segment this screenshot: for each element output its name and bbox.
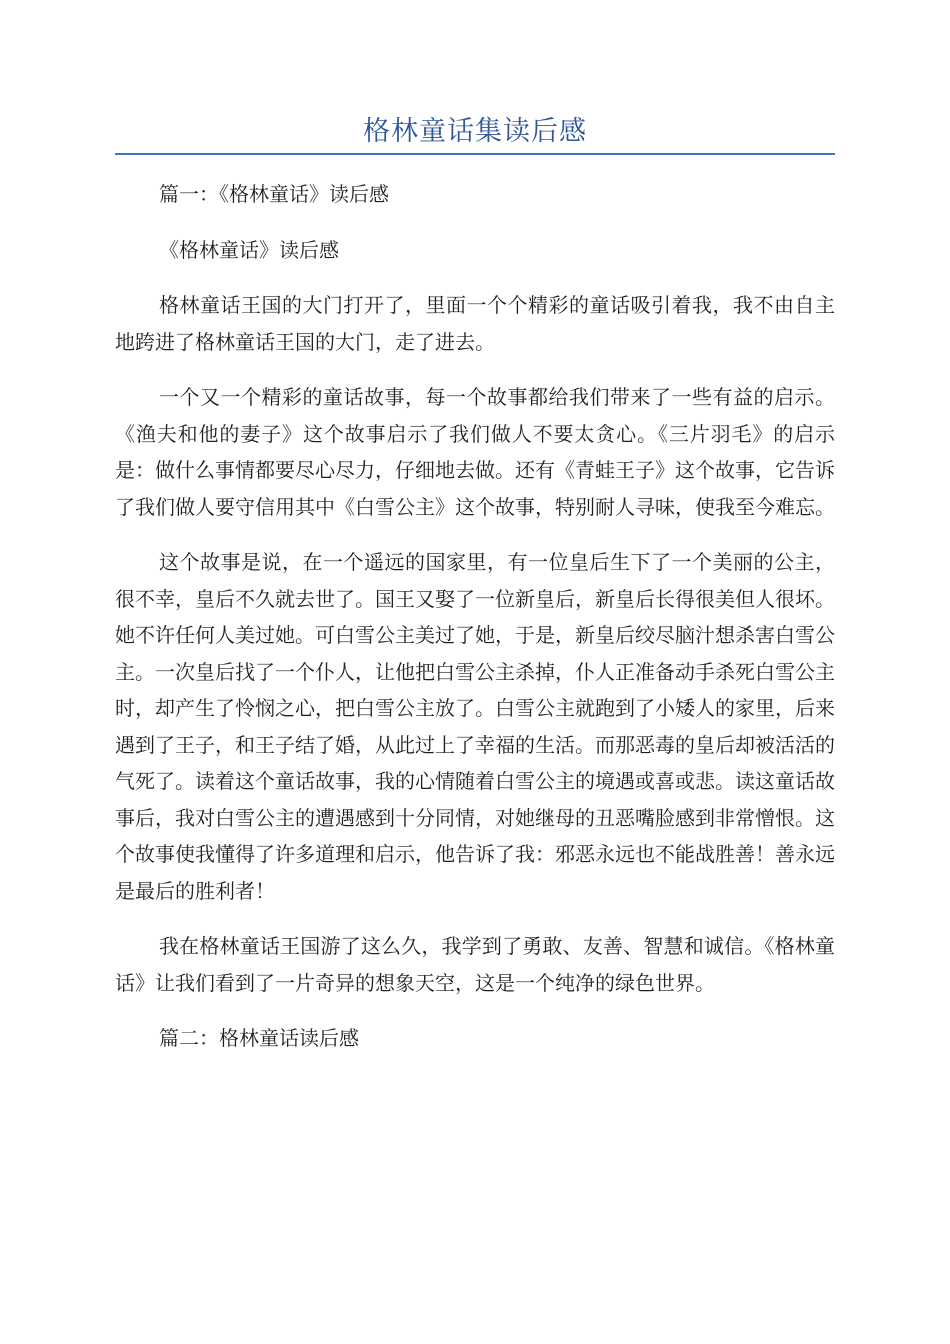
paragraph: 一个又一个精彩的童话故事，每一个故事都给我们带来了一些有益的启示。《渔夫和他的妻子》这个故事启示了我们做人不要太贪心。《三片羽毛》的启示是：做什么事情都要尽心尽力，仔细地去做。还有《青蛙王子》这个故事，它告诉了我们做人要守信用其中《白雪公主》这个故事，特别耐人寻味，使我至今难忘。 (115, 385, 835, 519)
essay-title: 《格林童话》读后感 (159, 237, 339, 262)
section-heading-1: 篇一：《格林童话》读后感 (159, 182, 389, 206)
paragraph: 格林童话王国的大门打开了，里面一个个精彩的童话吸引着我，我不由自主地跨进了格林童话王国的大门，走了进去。 (115, 293, 835, 354)
paragraph: 这个故事是说，在一个遥远的国家里，有一位皇后生下了一个美丽的公主，很不幸，皇后不久就去世了。国王又娶了一位新皇后，新皇后长得很美但人很坏。她不许任何人美过她。可白雪公主美过了她，于是，新皇后绞尽脑汁想杀害白雪公主。一次皇后找了一个仆人，让他把白雪公主杀掉，仆人正准备动手杀死白雪公主时，却产生了怜悯之心，把白雪公主放了。白雪公主就跑到了小矮人的家里，后来遇到了王子，和王子结了婚，从此过上了幸福的生活。而那恶毒的皇后却被活活的气死了。读着这个童话故事，我的心情随着白雪公主的境遇或喜或悲。读这童话故事后，我对白雪公主的遭遇感到十分同情，对她继母的丑恶嘴脸感到非常憎恨。这个故事使我懂得了许多道理和启示，他告诉了我：邪恶永远也不能战胜善！善永远是最后的胜利者！ (115, 550, 835, 903)
page-title: 格林童话集读后感 (363, 116, 587, 147)
paragraph: 我在格林童话王国游了这么久，我学到了勇敢、友善、智慧和诚信。《格林童话》让我们看到了一片奇异的想象天空，这是一个纯净的绿色世界。 (115, 934, 835, 995)
section-heading-2: 篇二：格林童话读后感 (159, 1026, 359, 1050)
document-body (115, 176, 835, 1076)
title-underline (115, 153, 835, 155)
